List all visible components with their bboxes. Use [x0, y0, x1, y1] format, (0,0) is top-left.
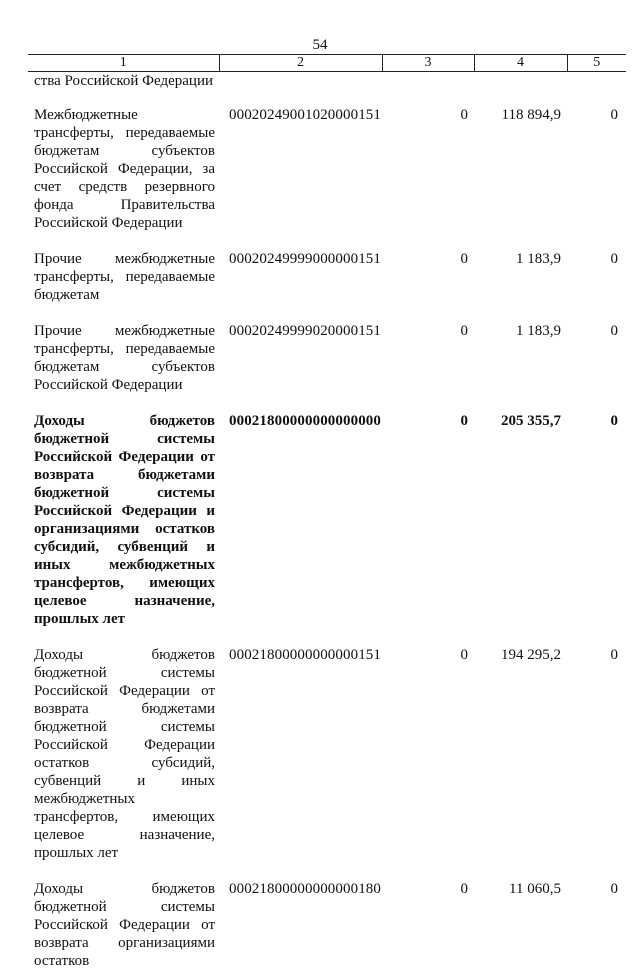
row-name: Доходы бюджетов бюджетной системы Российской Федерации от возврата бюджетами бюджетной системы Российской Федерации и организациями остатков субсидий, субвенций и иных межбюджетных трансфертов, имеющих целевое назначение, прошлых лет	[34, 413, 215, 627]
row-code: 00020249001020000151	[229, 107, 381, 123]
row-col4: 11 060,5	[509, 881, 561, 897]
table-row	[28, 646, 626, 880]
row-col4: 205 355,7	[501, 413, 561, 429]
row-code: 00020249999020000151	[229, 323, 381, 339]
table-row	[28, 412, 626, 646]
row-code: 00021800000000000180	[229, 881, 381, 897]
row-col3: 0	[460, 881, 468, 897]
header-col-1: 1	[28, 55, 219, 72]
table-row	[28, 106, 626, 250]
row-col4: 1 183,9	[516, 323, 561, 339]
row-code: 00020249999000000151	[229, 251, 381, 267]
row-name: Доходы бюджетов бюджетной системы Российской Федерации от возврата организациями остатков	[34, 881, 215, 969]
row-col5: 0	[610, 107, 618, 123]
budget-table	[28, 54, 626, 970]
row-col5	[567, 72, 626, 107]
table-header	[28, 55, 626, 72]
page-number: 54	[312, 37, 328, 53]
row-col4: 118 894,9	[501, 107, 561, 123]
header-col-5: 5	[567, 55, 626, 72]
row-col5: 0	[610, 323, 618, 339]
row-name: Прочие межбюджетные трансферты, передаваемые бюджетам субъектов Российской Федерации	[34, 323, 215, 393]
table-row	[28, 880, 626, 970]
header-col-4: 4	[474, 55, 567, 72]
row-code	[219, 72, 382, 107]
header-col-2: 2	[219, 55, 382, 72]
row-col3: 0	[460, 107, 468, 123]
row-col5: 0	[610, 647, 618, 663]
row-col4: 1 183,9	[516, 251, 561, 267]
table-row	[28, 322, 626, 412]
row-name: Межбюджетные трансферты, передаваемые бюджетам субъектов Российской Федерации, за счет средств резервного фонда Правительства Российской Федерации	[34, 107, 215, 231]
table-row	[28, 250, 626, 322]
row-col3: 0	[460, 251, 468, 267]
row-col5: 0	[610, 881, 618, 897]
row-col3: 0	[460, 323, 468, 339]
row-col5: 0	[610, 251, 618, 267]
row-col4	[474, 72, 567, 107]
row-col3	[382, 72, 474, 107]
row-code: 00021800000000000000	[229, 413, 381, 429]
row-col3: 0	[460, 413, 468, 429]
row-name: Доходы бюджетов бюджетной системы Российской Федерации от возврата бюджетами бюджетной системы Российской Федерации остатков субсидий, субвенций и иных межбюджетных трансфертов, имеющих целевое назначение, прошлых лет	[34, 647, 215, 861]
row-col5: 0	[610, 413, 618, 429]
row-col3: 0	[460, 647, 468, 663]
row-name: Прочие межбюджетные трансферты, передаваемые бюджетам	[34, 251, 215, 303]
row-name: ства Российской Федерации	[34, 73, 214, 89]
table-row	[28, 72, 626, 107]
header-col-3: 3	[382, 55, 474, 72]
row-col4: 194 295,2	[501, 647, 561, 663]
row-code: 00021800000000000151	[229, 647, 381, 663]
